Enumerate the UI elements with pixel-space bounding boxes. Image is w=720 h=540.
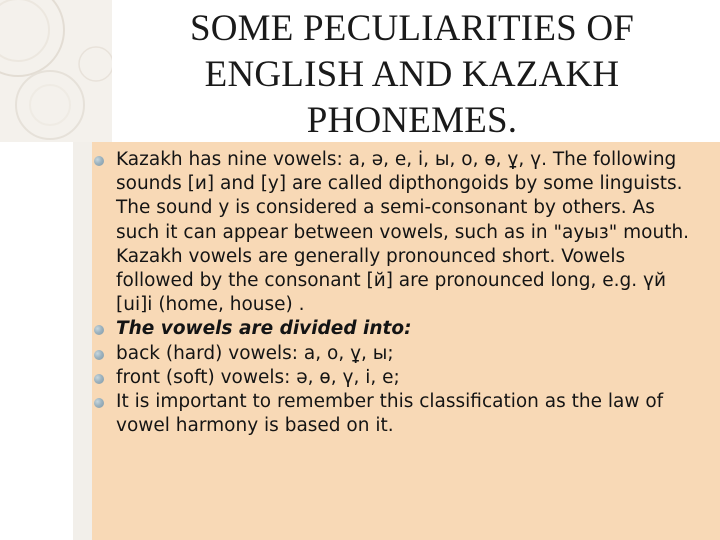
- title-line-1: SOME PECULIARITIES OF: [189, 8, 635, 49]
- list-item: [92, 148, 696, 317]
- bullet-icon: [94, 156, 104, 166]
- bullet-icon: [94, 398, 104, 408]
- decorative-circles-graphic: [0, 0, 112, 142]
- bullet-list: [92, 148, 696, 438]
- bullet-text: front (soft) vowels: ə, ө, ү, і, е;: [116, 366, 400, 388]
- title-line-3: PHONEMES.: [306, 100, 518, 141]
- list-item: [92, 366, 696, 390]
- bullet-text: It is important to remember this classification as the law of vowel harmony is based on it.: [116, 391, 664, 437]
- bullet-icon: [94, 325, 104, 335]
- list-item: [92, 317, 696, 341]
- bullet-text: The vowels are divided into:: [116, 318, 412, 340]
- page-title: [112, 6, 712, 144]
- list-item: [92, 342, 696, 366]
- list-item: [92, 390, 696, 438]
- bullet-icon: [94, 374, 104, 384]
- bullet-text: back (hard) vowels: a, o, ұ, ы;: [116, 342, 394, 364]
- bullet-text: Kazakh has nine vowels: a, ə, e, i, ы, o, ө, ұ, ү. The following sounds [и] and [у] are called dipthongoids by some linguists. The sound у is considered a semi-consonant by others. As such it can appear between vowels, such as in "ауыз" mouth. Kazakh vowels are generally pronounced short. Vowels followed by the consonant [й] are pronounced long, e.g. үй [uі]i (home, house) .: [116, 149, 690, 316]
- bullet-icon: [94, 350, 104, 360]
- decorative-circles: [0, 0, 112, 142]
- left-accent-bar: [73, 142, 92, 540]
- title-line-2: ENGLISH AND KAZAKH: [204, 54, 620, 95]
